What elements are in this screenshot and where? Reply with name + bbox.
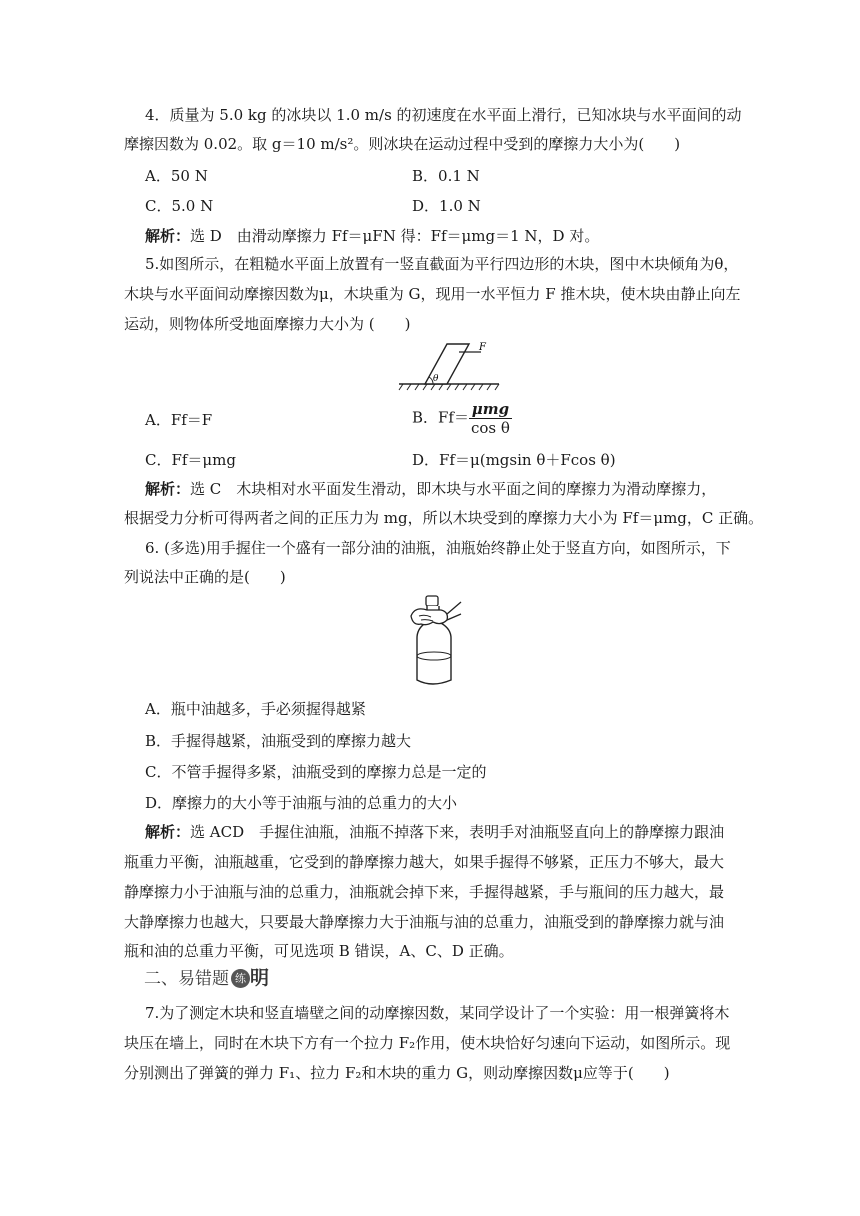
- inclined-block-figure: [395, 336, 505, 394]
- q6-solution-text1: 选 ACD 手握住油瓶，油瓶不掉落下来，表明手对油瓶竖直向上的静摩擦力跟油: [190, 823, 725, 841]
- q6-solution-line5: 瓶和油的总重力平衡，可见选项 B 错误，A、C、D 正确。: [124, 942, 514, 960]
- q4-stem-line2: 摩擦因数为 0.02。取 g＝10 m/s²。则冰块在运动过程中受到的摩擦力大小为( ): [124, 135, 681, 153]
- q5-option-b: [412, 400, 512, 437]
- q6-option-d: D．摩擦力的大小等于油瓶与油的总重力的大小: [145, 794, 458, 812]
- q5-solution-line2: 根据受力分析可得两者之间的正压力为 mg，所以木块受到的摩擦力大小为 Ff＝μmg，C 正确。: [124, 509, 764, 527]
- q5-option-c: C．Ff＝μmg: [145, 451, 237, 469]
- q6-stem-line2: 列说法中正确的是( ): [124, 568, 286, 586]
- q7-stem-line2: 块压在墙上，同时在木块下方有一个拉力 F₂作用，使木块恰好匀速向下运动，如图所示。现: [124, 1034, 731, 1052]
- solution-label: 解析：: [145, 227, 191, 245]
- q5-solution-text1: 选 C 木块相对水平面发生滑动，即木块与水平面之间的摩擦力为滑动摩擦力，: [190, 480, 717, 498]
- q6-option-c: C．不管手握得多紧，油瓶受到的摩擦力总是一定的: [145, 763, 487, 781]
- q5-stem-line2: 木块与水平面间动摩擦因数为μ，木块重为 G，现用一水平恒力 F 推木块，使木块由静止向左: [124, 285, 741, 303]
- q7-stem-line3: 分别测出了弹簧的弹力 F₁、拉力 F₂和木块的重力 G，则动摩擦因数μ应等于( ): [124, 1064, 670, 1082]
- oil-bottle-figure: [405, 592, 465, 692]
- theta-label: θ: [433, 374, 439, 384]
- section-badge: 练: [231, 969, 250, 988]
- q5-option-d: D．Ff＝μ(mgsin θ＋Fcos θ): [412, 451, 616, 469]
- q6-solution-line1: [145, 821, 724, 843]
- q5-stem-line3: 运动，则物体所受地面摩擦力大小为 ( ): [124, 315, 411, 333]
- section-title-emphasis: 明: [250, 967, 270, 989]
- q4-option-c: C．5.0 N: [145, 197, 214, 215]
- q5-option-a: A．Ff＝F: [145, 411, 213, 429]
- fraction-denominator: cos θ: [470, 419, 510, 437]
- q5-solution-line1: [145, 478, 716, 500]
- q6-solution-line4: 大静摩擦力也越大，只要最大静摩擦力大于油瓶与油的总重力，油瓶受到的静摩擦力就与油: [124, 913, 725, 931]
- q6-option-b: B．手握得越紧，油瓶受到的摩擦力越大: [145, 732, 412, 750]
- q4-option-a: A．50 N: [145, 167, 208, 185]
- fraction-numerator: μmg: [469, 400, 512, 419]
- q6-solution-line3: 静摩擦力小于油瓶与油的总重力，油瓶就会掉下来，手握得越紧，手与瓶间的压力越大，最: [124, 883, 725, 901]
- q6-stem-line1: 6. (多选)用手握住一个盛有一部分油的油瓶，油瓶始终静止处于竖直方向，如图所示，下: [145, 539, 731, 557]
- solution-label: 解析：: [145, 480, 191, 498]
- q4-solution-text: 选 D 由滑动摩擦力 Ff＝μFN 得：Ff＝μmg＝1 N，D 对。: [190, 227, 600, 245]
- q5-stem-line1: 5.如图所示，在粗糙水平面上放置有一竖直截面为平行四边形的木块，图中木块倾角为θ，: [145, 255, 739, 273]
- fraction: [469, 400, 512, 437]
- solution-label: 解析：: [145, 823, 191, 841]
- q6-solution-line2: 瓶重力平衡，油瓶越重，它受到的静摩擦力越大，如果手握得不够紧，正压力不够大，最大: [124, 853, 725, 871]
- q4-option-d: D．1.0 N: [412, 197, 481, 215]
- force-f-label: F: [479, 342, 486, 353]
- q4-solution: [145, 225, 599, 247]
- q6-option-a: A．瓶中油越多，手必须握得越紧: [145, 700, 366, 718]
- q5-option-b-prefix: B．Ff＝: [412, 408, 469, 427]
- section-heading: [144, 965, 269, 992]
- q7-stem-line1: 7.为了测定木块和竖直墙壁之间的动摩擦因数，某同学设计了一个实验：用一根弹簧将木: [145, 1004, 730, 1022]
- q4-option-b: B．0.1 N: [412, 167, 480, 185]
- q4-stem-line1: 4．质量为 5.0 kg 的冰块以 1.0 m/s 的初速度在水平面上滑行，已知冰块与水平面间的动: [145, 106, 742, 124]
- section-title: 二、易错题: [144, 969, 229, 989]
